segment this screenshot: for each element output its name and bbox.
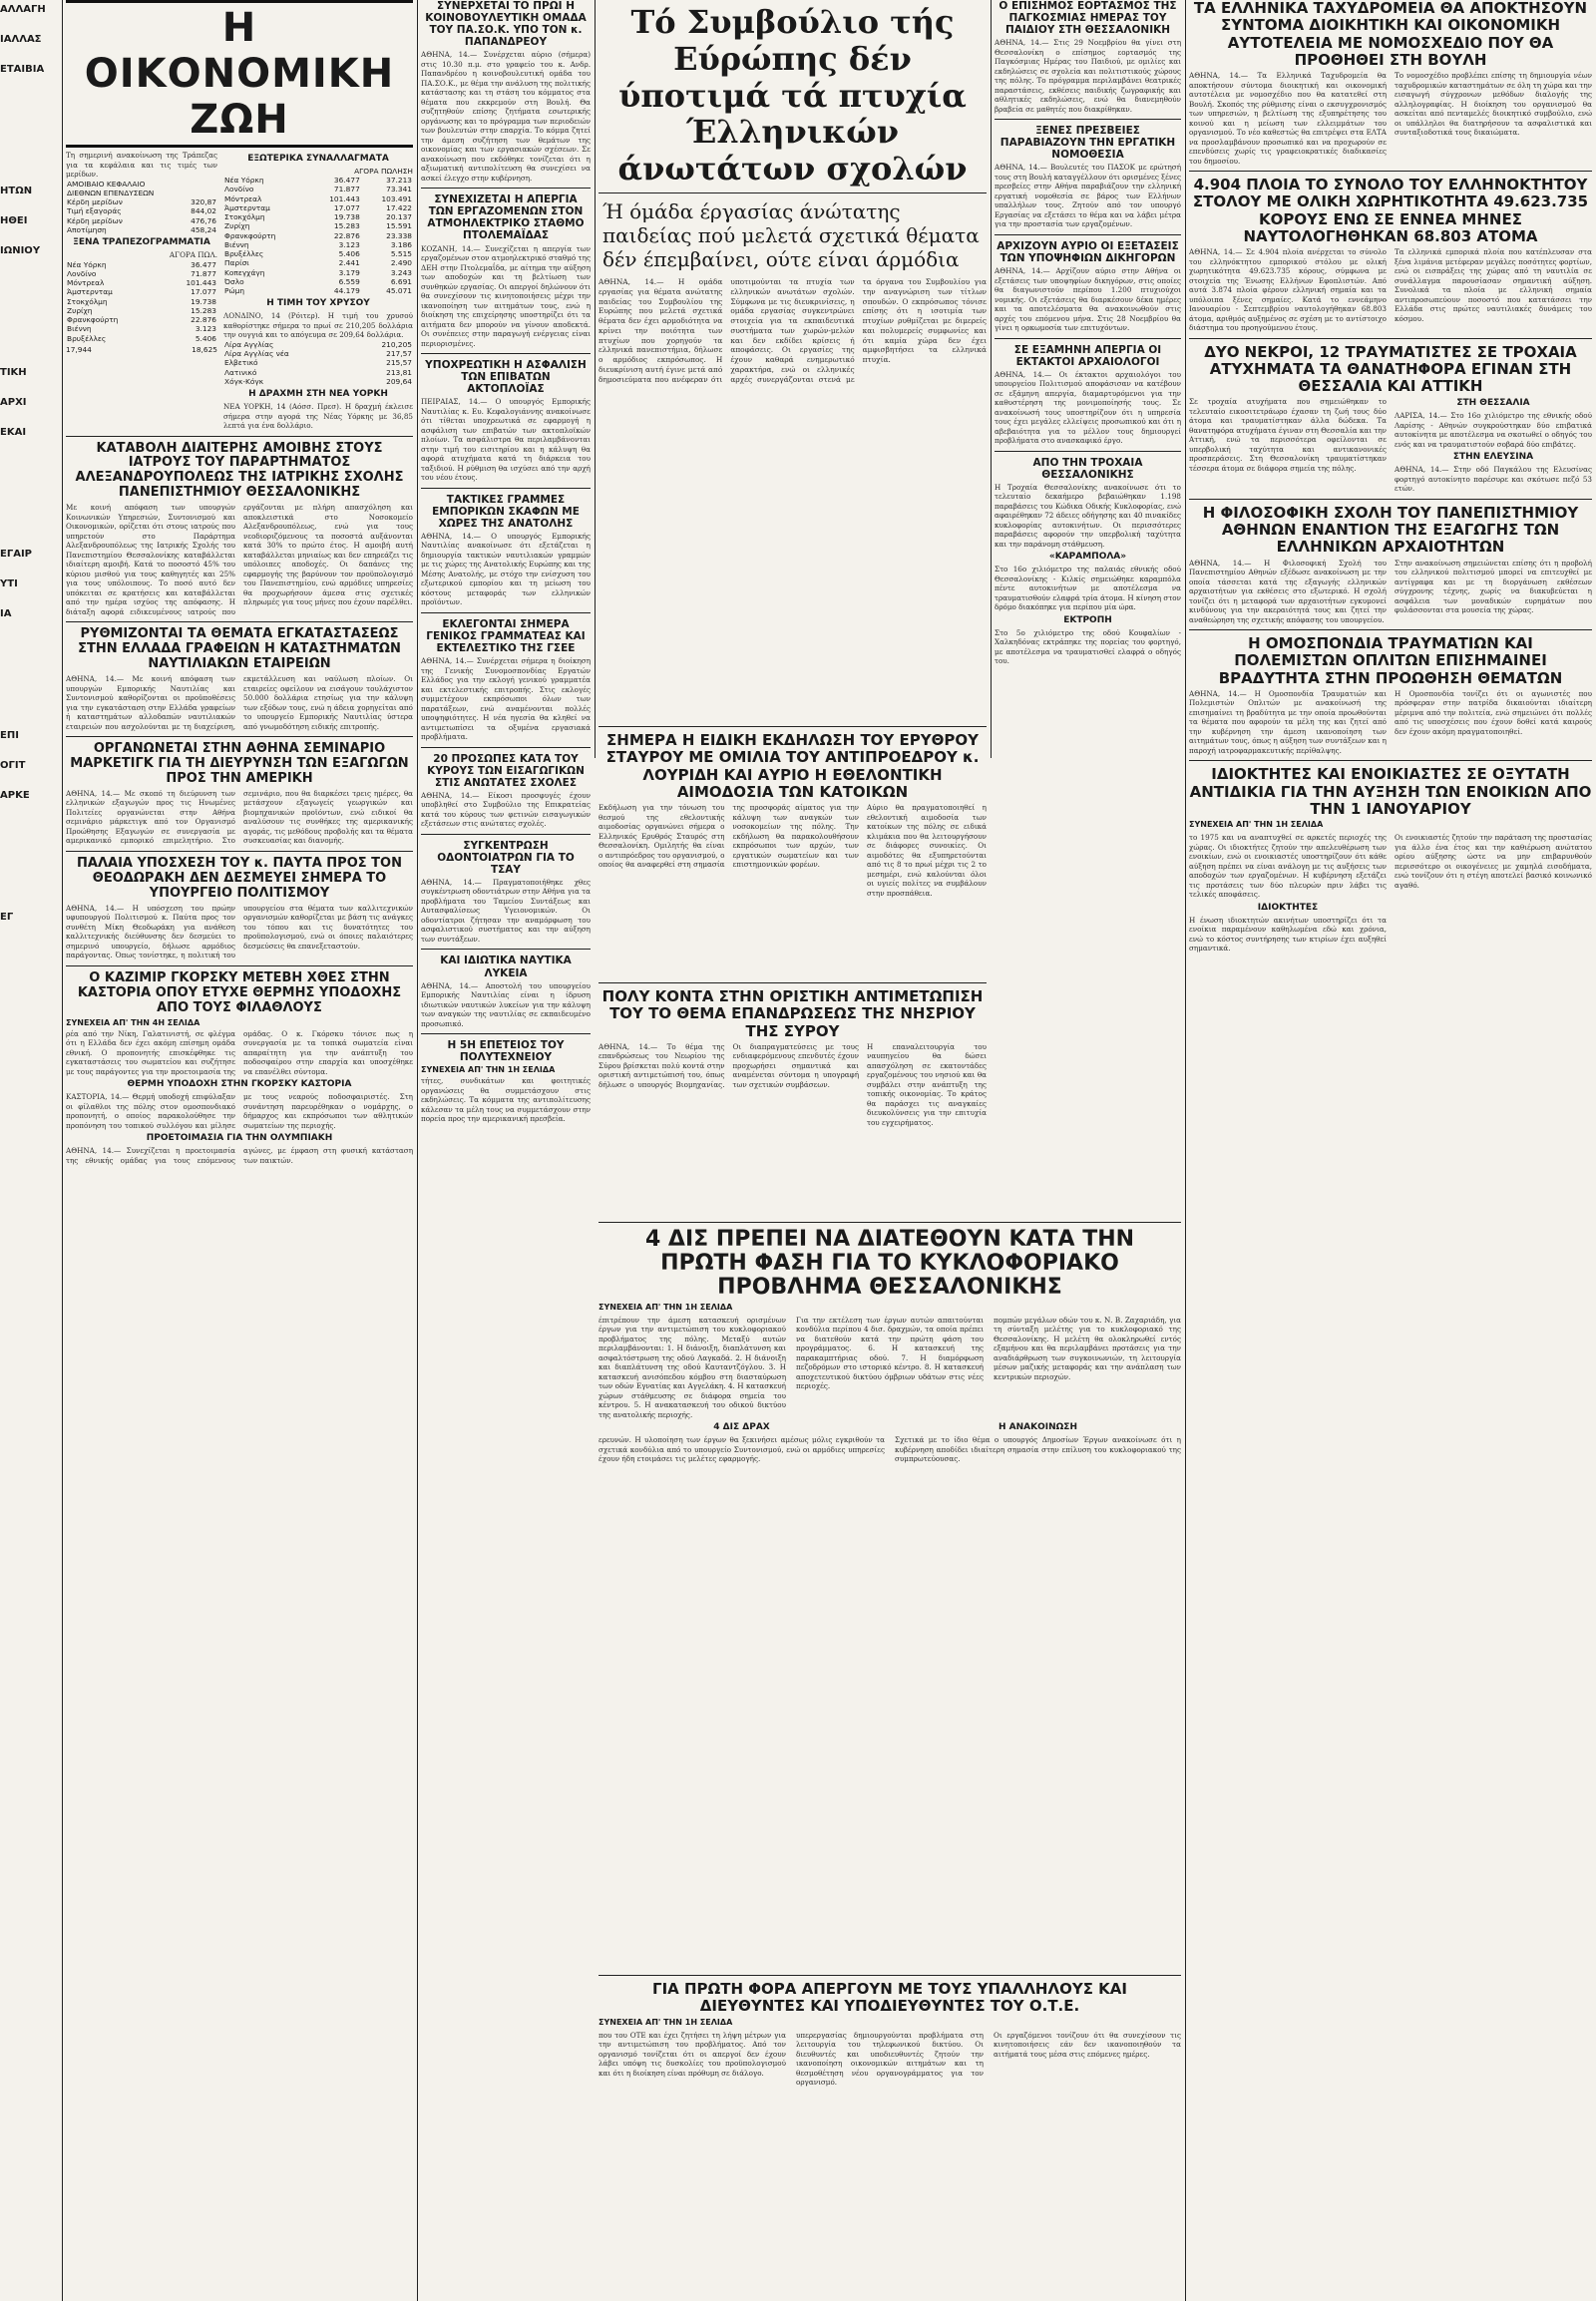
table-cell: Άμστερνταμ — [67, 287, 113, 297]
fx-row — [223, 194, 413, 203]
fx-columns: ΑΓΟΡΑ ΠΩΛΗΣΗ — [354, 167, 413, 176]
table-cell: Ρώμη — [224, 286, 245, 295]
table-cell: ΑΜΟΙΒΑΙΟ ΚΕΦΑΛΑΙΟ — [67, 179, 146, 189]
table-cell: 37.213 — [386, 176, 412, 185]
table-cell: 2.490 — [390, 258, 412, 268]
article-headline: 20 ΠΡΟΣΩΠΕΣ ΚΑΤΑ ΤΟΥ ΚΥΡΟΥΣ ΤΩΝ ΕΙΣΑΓΩΓΙΚΩΝ ΣΤΙΣ ΑΝΩΤΑΤΕΣ ΣΧΟΛΕΣ — [427, 752, 585, 789]
table-cell: Μόντρεαλ — [224, 193, 262, 203]
dollar-header: Η ΔΡΑΧΜΗ ΣΤΗ ΝΕΑ ΥΟΡΚΗ — [248, 389, 388, 399]
section-masthead: Η ΟΙΚΟΝΟΜΙΚΗ ΖΩΗ — [66, 0, 413, 148]
continuation-label: ΣΥΝΕΧΕΙΑ ΑΠ' ΤΗΝ 1Η ΣΕΛΙΔΑ — [1189, 820, 1324, 829]
table-cell — [182, 180, 217, 189]
gold-header: Η ΤΙΜΗ ΤΟΥ ΧΡΥΣΟΥ — [266, 298, 370, 309]
edge-fragment: ΕΚΑΙ — [0, 427, 27, 438]
table-cell: Όσλο — [224, 276, 244, 286]
article-body: ΑΘΗΝΑ, 14.— Βουλευτές του ΠΑΣΟΚ με ερώτησή τους στη Βουλή καταγγέλλουν ότι ορισμένες ξένες πρεσβείες στην Αθήνα παραβιάζουν την ελληνική εργατική νομοθεσία σε βάρος των Ελλήνων υπαλλήλων τους. Ζητούν από τον υπουργό Εργασίας να εξετάσει το θέμα και να λάβει μέτρα για την προστασία των εργαζομένων. — [995, 163, 1181, 229]
article-subhead: Η ΑΝΑΚΟΙΝΩΣΗ — [998, 1422, 1077, 1433]
table-cell: Φρανκφούρτη — [67, 315, 119, 324]
table-cell: Ζυρίχη — [67, 305, 93, 315]
article-body: Σε τροχαία ατυχήματα που σημειώθηκαν το τελευταίο εικοσιτετράωρο έχασαν τη ζωή τους δύο άτομα και τραυματίστηκαν άλλα δώδεκα. Τα θανατηφόρα ατυχήματα έγιναν στη Θεσσαλία και την Αττική, ενώ τα περισσότερα οφείλονται σε υπερβολική ταχύτητα και αντικανονικές προσπεράσεις. Στη Θεσσαλονίκη τραυματίστηκαν τέσσερα άτομα σε διάφορα σημεία της πόλης. — [1189, 397, 1387, 473]
article-headline: ΞΕΝΕΣ ΠΡΕΣΒΕΙΕΣ ΠΑΡΑΒΙΑΖΟΥΝ ΤΗΝ ΕΡΓΑΤΙΚΗ ΝΟΜΟΘΕΣΙΑ — [999, 125, 1176, 162]
article-body: Εκδήλωση για την τόνωση του θεσμού της εθελοντικής αιμοδοσίας οργανώνει σήμερα ο Ελληνικός Ερυθρός Σταυρός στη Θεσσαλονίκη. Ομιλητής θα είναι ο αντιπρόεδρος του οργανισμού, ο οποίος θα αναφερθεί στη σημασία της προσφοράς αίματος για την κάλυψη των αναγκών των νοσοκομείων της πόλης. Την εκδήλωση θα παρακολουθήσουν εκπρόσωποι των αρχών, των εργατικών σωματείων και των επιστημονικών φορέων. — [598, 803, 859, 869]
banknotes-header: ΞΕΝΑ ΤΡΑΠΕΖΟΓΡΑΜΜΑΤΙΑ — [73, 237, 210, 247]
article-body: ΑΘΗΝΑ, 14.— Η Φιλοσοφική Σχολή του Πανεπιστημίου Αθηνών εξέδωσε ανακοίνωση με την οποία τάσσεται κατά της εξαγωγής ελληνικών αρχαιοτήτων για εκθέσεις στο εξωτερικό. Η σχολή τονίζει ότι η μεταφορά των αρχαιοτήτων εγκυμονεί κινδύνους για την ακεραιότητά τους και ζητεί την αναθεώρηση της σχετικής απόφασης του υπουργείου. — [1189, 558, 1387, 624]
article-body: ερευνών. Η υλοποίηση των έργων θα ξεκινήσει αμέσως μόλις εγκριθούν τα σχετικά κονδύλια από το υπουργείο Συντονισμού, ενώ οι αρμόδιες υπηρεσίες έχουν ήδη ετοιμάσει τις μελέτες εφαρμογής. — [598, 1435, 885, 1464]
article-headline: Ο ΚΑΖΙΜΙΡ ΓΚΟΡΣΚΥ ΜΕΤΕΒΗ ΧΘΕΣ ΣΤΗΝ ΚΑΣΤΟΡΙΑ ΟΠΟΥ ΕΤΥΧΕ ΘΕΡΜΗΣ ΥΠΟΔΟΧΗΣ ΑΠΟ ΤΟΥΣ ΦΙΛΑΘΛΟΥΣ — [77, 969, 402, 1015]
article-headline: ΟΡΓΑΝΩΝΕΤΑΙ ΣΤΗΝ ΑΘΗΝΑ ΣΕΜΙΝΑΡΙΟ ΜΑΡΚΕΤΙΓΚ ΓΙΑ ΤΗ ΔΙΕΥΡΥΝΣΗ ΤΩΝ ΕΞΑΓΩΓΩΝ ΠΡΟΣ ΤΗΝ ΑΜΕΡΙΚΗ — [70, 741, 409, 786]
fx-row — [223, 185, 413, 193]
article-body: ΑΘΗΝΑ, 14.— Αρχίζουν αύριο στην Αθήνα οι εξετάσεις των υποψηφίων δικηγόρων, στις οποίες θα διαγωνιστούν περίπου 1.200 πτυχιούχοι νομικής. Οι εξετάσεις θα διαρκέσουν δέκα ημέρες και τα αποτελέσματα θα ανακοινωθούν στις αρχές του επόμενου μήνα. Στις 28 Νοεμβρίου θα γίνει η ορκωμοσία των επιτυχόντων. — [995, 266, 1181, 332]
left-edge-fragments — [0, 0, 60, 2301]
table-cell: 3.123 — [338, 239, 360, 249]
banknotes-table — [66, 260, 217, 343]
article-headline: ΣΗΜΕΡΑ Η ΕΙΔΙΚΗ ΕΚΔΗΛΩΣΗ ΤΟΥ ΕΡΥΘΡΟΥ ΣΤΑΥΡΟΥ ΜΕ ΟΜΙΛΙΑ ΤΟΥ ΑΝΤΙΠΡΟΕΔΡΟΥ κ. ΛΟΥΡΙΔΗ ΚΑΙ ΑΥΡΙΟ Η ΕΘΕΛΟΝΤΙΚΗ ΑΙΜΟΔΟΣΙΑ ΤΩΝ ΚΑΤΟΙΚΩΝ — [605, 731, 980, 801]
article-headline: Η 5Η ΕΠΕΤΕΙΟΣ ΤΟΥ ΠΟΛΥΤΕΧΝΕΙΟΥ — [447, 1039, 565, 1064]
article-body: ΑΘΗΝΑ, 14.— Πραγματοποιήθηκε χθες συγκέντρωση οδοντιάτρων στην Αθήνα για τα προβλήματα του Ταμείου Συντάξεως και Αυτασφαλίσεως Υγειονομικών. Οι οδοντίατροι ζήτησαν την αναμόρφωση του ασφαλιστικού συστήματος και την αύξηση των συντάξεων. — [421, 877, 591, 944]
table-cell: Νέα Υόρκη — [224, 176, 264, 185]
table-cell: 3.186 — [390, 239, 412, 249]
fx-header: ΕΞΩΤΕΡΙΚΑ ΣΥΝΑΛΛΑΓΜΑΤΑ — [247, 154, 389, 164]
fund-box — [66, 151, 217, 431]
table-cell: Λίρα Αγγλίας — [224, 339, 274, 349]
article-headline: ΑΡΧΙΖΟΥΝ ΑΥΡΙΟ ΟΙ ΕΞΕΤΑΣΕΙΣ ΤΩΝ ΥΠΟΨΗΦΙΩΝ ΔΙΚΗΓΟΡΩΝ — [997, 239, 1179, 264]
table-cell: Αποτίμηση — [67, 224, 107, 234]
table-cell: 73.341 — [386, 185, 412, 194]
article-headline: ΠΑΛΑΙΑ ΥΠΟΣΧΕΣΗ ΤΟΥ κ. ΠΑΥΤΑ ΠΡΟΣ ΤΟΝ ΘΕΟΔΩΡΑΚΗ ΔΕΝ ΔΕΣΜΕΥΕΙ ΣΗΜΕΡΑ ΤΟ ΥΠΟΥΡΓΕΙΟ ΠΟΛΙΤΙΣΜΟΥ — [77, 855, 402, 901]
column-rule — [62, 0, 63, 2301]
article-body: Αύριο θα πραγματοποιηθεί η εθελοντική αιμοδοσία των κατοίκων της πόλης σε ειδικά κλιμάκια που θα λειτουργήσουν σε διάφορες συνοικίες. Οι αιμοδότες θα εξυπηρετούνται από τις 8 το πρωί μέχρι τις 2 το μεσημέρι, ενώ καλούνται όλοι οι υγιείς πολίτες να συμβάλουν στην προσπάθεια. — [867, 803, 987, 898]
table-cell: 23.338 — [386, 230, 412, 240]
banknote-row — [66, 334, 217, 343]
table-cell: Λονδίνο — [67, 268, 97, 278]
edge-fragment: ΑΛΛΑΓΗ — [0, 4, 46, 15]
article-body: ΑΘΗΝΑ, 14.— Με κοινή απόφαση των υπουργών Εμπορικής Ναυτιλίας και Συντονισμού καθορίζονται οι προϋποθέσεις για την εγκατάσταση στην Ελλάδα γραφείων ή καταστημάτων αλλοδαπών ναυτιλιακών εταιρειών που ασχολούνται με τη διαχείριση, εκμετάλλευση και ναύλωση πλοίων. Οι εταιρείες οφείλουν να εισάγουν τουλάχιστον 50.000 δολλάρια ετησίως για την κάλυψη των εξόδων τους, ενώ η άδεια χορηγείται από το υπουργείο Εμπορικής Ναυτιλίας ύστερα από γνωμοδότηση ειδικής επιτροπής. — [66, 674, 413, 731]
table-cell: Τιμή εξαγοράς — [67, 206, 122, 216]
article-body: Για την εκτέλεση των έργων αυτών απαιτούνται κονδύλια περίπου 4 δισ. δραχμών, τα οποία πρέπει να διατεθούν κατά την πρώτη φάση του προγράμματος. 6. Η κατασκευή της παρακαμπτήριας οδού. 7. Η διαμόρφωση πεζοδρόμων στο ιστορικό κέντρο. 8. Η κατασκευή αποχετευτικού δικτύου όμβριων υδάτων στις νέες περιοχές. — [796, 1315, 984, 1391]
article-body: Οι εργαζόμενοι τονίζουν ότι θα συνεχίσουν τις κινητοποιήσεις εάν δεν ικανοποιηθούν τα αιτήματά τους μέσα στις επόμενες ημέρες. — [994, 2030, 1181, 2059]
article-body: Οι ενοικιαστές ζητούν την παράταση της προστασίας για άλλο ένα έτος και την καθιέρωση ανώτατου ορίου αύξησης ώστε να μην επιβαρυνθούν περισσότερο οι οικογένειες με χαμηλά εισοδήματα, ενώ τονίζουν ότι η στέγη αποτελεί βασικό κοινωνικό αγαθό. — [1395, 833, 1592, 890]
edge-fragment: ΥΤΙ — [0, 578, 18, 589]
article-headline: ΙΔΙΟΚΤΗΤΕΣ ΚΑΙ ΕΝΟΙΚΙΑΣΤΕΣ ΣΕ ΟΞΥΤΑΤΗ ΑΝΤΙΔΙΚΙΑ ΓΙΑ ΤΗΝ ΑΥΞΗΣΗ ΤΩΝ ΕΝΟΙΚΙΩΝ ΑΠΟ ΤΗΝ 1 ΙΑΝΟΥΑΡΙΟΥ — [1189, 765, 1592, 818]
article-subhead: ΣΤΗ ΘΕΣΣΑΛΙΑ — [1456, 398, 1530, 409]
table-cell: Λίρα Αγγλίας νέα — [224, 349, 289, 358]
edge-fragment: ΙΑΛΛΑΣ — [0, 34, 42, 45]
column-rule — [417, 0, 418, 2301]
table-cell: 215,57 — [386, 358, 412, 368]
gold-table — [223, 340, 413, 386]
table-cell: Ελβετικό — [224, 358, 258, 368]
table-cell: Κέρδη μερίδων — [67, 197, 123, 206]
fx-row — [223, 277, 413, 286]
table-cell: 213,81 — [386, 367, 412, 377]
article-subhead: «ΚΑΡΑΜΠΟΛΑ» — [1048, 552, 1127, 563]
table-cell: 103.491 — [381, 193, 412, 203]
article-body: Στην ανακοίνωση σημειώνεται επίσης ότι η προβολή του ελληνικού πολιτισμού μπορεί να επιτευχθεί με αντίγραφα και με τη διοργάνωση εκθέσεων σύγχρονης τέχνης, χωρίς να διακυβεύεται η ασφάλεια των μοναδικών ευρημάτων που φυλάσσονται στα μουσεία της χώρας. — [1395, 558, 1592, 614]
table-cell: Μόντρεαλ — [67, 278, 105, 287]
edge-fragment: ΤΙΚΗ — [0, 367, 27, 378]
banknote-row — [66, 260, 217, 269]
edge-fragment: ΙΩΝΙΟΥ — [0, 245, 41, 256]
table-cell: Λατινικό — [224, 367, 257, 377]
article-subhead: ΕΚΤΡΟΠΗ — [1063, 614, 1112, 625]
article-headline: ΔΥΟ ΝΕΚΡΟΙ, 12 ΤΡΑΥΜΑΤΙΣΤΕΣ ΣΕ ΤΡΟΧΑΙΑ ΑΤΥΧΗΜΑΤΑ ΤΑ ΘΑΝΑΤΗΦΟΡΑ ΕΓΙΝΑΝ ΣΤΗ ΘΕΣΣΑΛΙΑ ΚΑΙ ΑΤΤΙΚΗ — [1204, 342, 1577, 395]
table-cell: 19.738 — [191, 296, 216, 306]
article-subhead: ΙΔΙΟΚΤΗΤΕΣ — [1257, 902, 1319, 913]
table-cell: 844,02 — [191, 206, 216, 216]
table-cell: 5.406 — [195, 333, 216, 343]
bottom-figures: 17,944 18,625 — [66, 344, 217, 354]
lead-body: ΑΘΗΝΑ, 14.— Η ομάδα εργασίας για θέματα ανώτατης παιδείας του Συμβουλίου της Ευρώπης που μελετά σχετικά θέματα δεν έχει αρμοδιότητα να κρίνει την ποιότητα των πτυχίων που χορηγούν τα ελληνικά πανεπιστήμια, δήλωσε ο αρμόδιος εκπρόσωπος. Η διευκρίνιση αυτή έγινε μετά από δημοσιεύματα που ανέφεραν ότι υποτιμούνται τα πτυχία των ελληνικών ανωτάτων σχολών. Σύμφωνα με τις διευκρινίσεις, η ομάδα εργασίας συγκεντρώνει στοιχεία για τα εκπαιδευτικά συστήματα των χωρών-μελών και δεν εκδίδει κρίσεις ή αποφάσεις. Οι εργασίες της έχουν καθαρά ενημερωτικό χαρακτήρα, ενώ οι ελληνικές αρχές συνεργάζονται στενά με τα όργανα του Συμβουλίου για την αναγνώριση των τίτλων σπουδών. Ο εκπρόσωπος τόνισε επίσης ότι η ισοτιμία των πτυχίων ρυθμίζεται με διμερείς και πολυμερείς συμφωνίες και ότι καμία χώρα δεν έχει αμφισβητήσει τα ελληνικά πτυχία. — [598, 276, 987, 384]
table-cell: 36.477 — [191, 259, 216, 269]
article-headline: ΑΠΟ ΤΗΝ ΤΡΟΧΑΙΑ ΘΕΣΣΑΛΟΝΙΚΗΣ — [1032, 456, 1143, 481]
fund-row — [66, 206, 217, 215]
edge-fragment: ΙΑ — [0, 608, 12, 619]
lead-headline: Τό Συμβούλιο τής Εύρώπης δέν ύποτιμά τά πτυχία Έλληνικών άνωτάτων σχολών — [617, 3, 968, 189]
table-cell: 20.137 — [386, 212, 412, 221]
edge-fragment: ΕΓΑΙΡ — [0, 549, 32, 560]
table-cell: 101.443 — [329, 193, 360, 203]
fx-table — [223, 176, 413, 295]
table-cell: 45.071 — [386, 286, 412, 295]
banknote-row — [66, 315, 217, 324]
article-headline: Ο ΕΠΙΣΗΜΟΣ ΕΟΡΤΑΣΜΟΣ ΤΗΣ ΠΑΓΚΟΣΜΙΑΣ ΗΜΕΡΑΣ ΤΟΥ ΠΑΙΔΙΟΥ ΣΤΗ ΘΕΣΣΑΛΟΝΙΚΗ — [998, 0, 1177, 37]
table-cell: Στοκχόλμη — [67, 296, 108, 306]
table-cell: 15.283 — [333, 221, 360, 231]
fund-row — [66, 216, 217, 225]
edge-fragment: ΕΤΑΙΒΙΑ — [0, 64, 45, 75]
article-body: Η Ομοσπονδία τονίζει ότι οι αγωνιστές που πρόσφεραν στην πατρίδα δικαιούνται ιδιαίτερη μέριμνα από την πολιτεία, ενώ σημειώνει ότι πολλές από τις υποσχέσεις που έχουν δοθεί κατά καιρούς δεν έχουν ακόμη πραγματοποιηθεί. — [1395, 688, 1592, 736]
table-cell: 2.441 — [338, 258, 360, 268]
table-cell: 22.876 — [191, 315, 216, 324]
edge-fragment: ΟΓΙΤ — [0, 760, 26, 771]
red-cross-story — [598, 726, 987, 985]
edge-fragment: ΕΠΙ — [0, 730, 19, 741]
column-rule — [595, 0, 596, 758]
table-cell: 6.559 — [338, 276, 360, 286]
table-cell: Χόγκ-Κόγκ — [224, 376, 264, 386]
table-cell: 36.477 — [333, 176, 360, 185]
article-body: Στο 5ο χιλιόμετρο της οδού Κουφαλίων - Χαλκηδόνας εκτράπηκε της πορείας του φορτηγό, με αποτέλεσμα να τραυματισθεί ελαφρά ο οδηγός του. — [995, 627, 1181, 666]
table-cell: 71.877 — [333, 185, 360, 194]
article-body: ΚΟΖΑΝΗ, 14.— Συνεχίζεται η απεργία των εργαζομένων στον ατμοηλεκτρικό σταθμό της ΔΕΗ στην Πτολεμαΐδα, με αίτημα την αύξηση των αποδοχών και τη βελτίωση των συνθηκών εργασίας. Οι απεργοί δηλώνουν ότι θα συνεχίσουν τις κινητοποιήσεις μέχρι την ικανοποίηση των αιτημάτων τους, ενώ η διοίκηση της επιχείρησης υποστηρίζει ότι τα αιτήματα δεν μπορούν να γίνουν αποδεκτά. Οι συνέπειες στην παραγωγή ενέργειας είναι περιορισμένες. — [421, 243, 591, 348]
fund-table — [66, 180, 217, 235]
fx-row — [223, 258, 413, 267]
table-cell: 5.406 — [338, 249, 360, 258]
table-cell: Κέρδη μερίδων — [67, 215, 123, 225]
banknote-row — [66, 306, 217, 315]
syros-story — [598, 982, 987, 1217]
article-headline: ΤΑΚΤΙΚΕΣ ΓΡΑΜΜΕΣ ΕΜΠΟΡΙΚΩΝ ΣΚΑΦΩΝ ΜΕ ΧΩΡΕΣ ΤΗΣ ΑΝΑΤΟΛΗΣ — [432, 493, 580, 530]
article-subhead: ΘΕΡΜΗ ΥΠΟΔΟΧΗ ΣΤΗΝ ΓΚΟΡΣΚΥ ΚΑΣΤΟΡΙΑ — [127, 1079, 352, 1089]
article-subhead: ΣΤΗΝ ΕΛΕΥΣΙΝΑ — [1452, 452, 1534, 463]
article-body: Τα ελληνικά εμπορικά πλοία που κατέπλευσαν στα ξένα λιμάνια μετέφεραν μεγάλες ποσότητες φορτίων, ενώ οι εισπράξεις της χώρας από τη ναυτιλία σε συνάλλαγμα παρουσίασαν σημαντική αύξηση. Συνολικά τα πλοία με ελληνική σημαία αντιπροσωπεύουν ποσοστό που κατατάσσει την Ελλάδα στις πρώτες ναυτιλιακές δυνάμεις του κόσμου. — [1395, 247, 1592, 323]
article-body: ΑΘΗΝΑ, 14.— Συνέρχεται σήμερα η διοίκηση της Γενικής Συνομοσπονδίας Εργατών Ελλάδος για την εκλογή γενικού γραμματέα και εκτελεστικής επιτροπής. Στις εκλογές συμμετέχουν εκπρόσωποι όλων των παρατάξεων, ενώ αναμένονται πολλές υποψηφιότητες. Η νέα ηγεσία θα κληθεί να αντιμετωπίσει τα οξυμένα εργασιακά προβλήματα. — [421, 656, 591, 742]
article-body: ΑΘΗΝΑ, 14.— Αποστολή του υπουργείου Εμπορικής Ναυτιλίας είναι η ίδρυση ιδιωτικών ναυτικών λυκείων για την κάλυψη των αναγκών της ναυτιλίας σε εκπαιδευμένο προσωπικό. — [421, 980, 591, 1028]
table-cell: Λονδίνο — [224, 185, 254, 194]
article-headline: ΤΑ ΕΛΛΗΝΙΚΑ ΤΑΧΥΔΡΟΜΕΙΑ ΘΑ ΑΠΟΚΤΗΣΟΥΝ ΣΥΝΤΟΜΑ ΔΙΟΙΚΗΤΙΚΗ ΚΑΙ ΟΙΚΟΝΟΜΙΚΗ ΑΥΤΟΤΕΛΕΙΑ ΜΕ ΝΟΜΟΣΧΕΔΙΟ ΠΟΥ ΘΑ ΠΡΟΘΗΘΕΙ ΣΤΗ ΒΟΥΛΗ — [1193, 0, 1588, 69]
table-cell: 3.243 — [390, 267, 412, 277]
fx-row — [223, 286, 413, 295]
column-news-2 — [421, 0, 591, 2301]
article-body: ΚΑΣΤΟΡΙΑ, 14.— Θερμή υποδοχή επιφύλαξαν οι φίλαθλοι της πόλης στον ομοσπονδιακό προπονητή, ο οποίος παρακολούθησε την προπόνηση του τοπικού συλλόγου και μίλησε με τους νεαρούς ποδοσφαιριστές. Στη συνάντηση παρευρέθηκαν ο νομάρχης, ο δήμαρχος και εκπρόσωποι των αθλητικών σωματείων της περιοχής. — [66, 1092, 413, 1130]
article-body: τήτες, συνδικάτων και φοιτητικές οργανώσεις θα συμμετάσχουν στις εκδηλώσεις. Τα κόμματα της αντιπολίτευσης κάλεσαν τα μέλη τους να συμμετάσχουν στην πορεία προς την αμερικανική πρεσβεία. — [421, 1076, 591, 1124]
table-cell: 209,64 — [386, 376, 412, 386]
gold-row — [223, 377, 413, 386]
fund-row — [66, 180, 217, 189]
table-cell: Άμστερνταμ — [224, 202, 270, 212]
article-body: έπιτρέπουν την άμεση κατασκευή ορισμένων έργων για την αντιμετώπιση του κυκλοφοριακού προβλήματος της πόλης. Μεταξύ αυτών περιλαμβάνονται: 1. Η διάνοιξη, διαπλάτυνση και ασφαλτόστρωση της οδού Λαγκαδά. 2. Η διάνοιξη και διαπλάτυνση της οδού Καυταντζόγλου. 3. Η κατασκευή ανισόπεδου κόμβου στη διασταύρωση των οδών Εγνατίας και Αγγελάκη. 4. Η κατασκευή χώρων στάθμευσης σε διάφορα σημεία του κέντρου. 5. Η ανακατασκευή του οδικού δικτύου της ανατολικής περιοχής. — [598, 1315, 786, 1419]
fund-row — [66, 197, 217, 206]
table-cell: Βιέννη — [224, 239, 249, 249]
fx-row — [223, 240, 413, 249]
ote-story — [598, 1975, 1181, 2301]
table-cell: 19.738 — [333, 212, 360, 221]
article-headline: ΣΥΝΕΧΙΖΕΤΑΙ Η ΑΠΕΡΓΙΑ ΤΩΝ ΕΡΓΑΖΟΜΕΝΩΝ ΣΤΟΝ ΑΤΜΟΗΛΕΚΤΡΙΚΟ ΣΤΑΘΜΟ ΠΤΟΛΕΜΑΪΔΑΣ — [427, 193, 585, 242]
fx-row — [223, 231, 413, 240]
column-news-5 — [1189, 0, 1592, 2301]
table-cell: 17.077 — [191, 287, 216, 297]
article-headline: ΥΠΟΧΡΕΩΤΙΚΗ Η ΑΣΦΑΛΙΣΗ ΤΩΝ ΕΠΙΒΑΤΩΝ ΑΚΤΟΠΛΟΪΑΣ — [425, 359, 587, 396]
table-cell: 210,205 — [381, 339, 412, 349]
table-cell: 15.283 — [191, 305, 216, 315]
table-cell: 71.877 — [191, 268, 216, 278]
table-cell: 101.443 — [186, 278, 216, 287]
table-cell: Βιέννη — [67, 324, 92, 334]
traffic-story — [598, 1222, 1181, 1970]
fx-row — [223, 176, 413, 185]
article-body: Το νομοσχέδιο προβλέπει επίσης τη δημιουργία νέων ταχυδρομικών καταστημάτων σε όλη τη χώρα και την εισαγωγή σύγχρονων μεθόδων διαλογής της αλληλογραφίας. Η διοίκηση του οργανισμού θα ασκείται από πενταμελές διοικητικό συμβούλιο, ενώ οι υπάλληλοι θα διατηρήσουν τα ασφαλιστικά και συνταξιοδοτικά τους δικαιώματα. — [1395, 71, 1592, 137]
article-body: ΑΘΗΝΑ, 14.— Ο υπουργός Εμπορικής Ναυτιλίας ανακοίνωσε ότι εξετάζεται η δημιουργία τακτικών ναυτιλιακών γραμμών με τις χώρες της Ανατολικής Ευρώπης και της Μέσης Ανατολής, με στόχο την ενίσχυση του εξωτερικού εμπορίου και τη μείωση του κόστους μεταφοράς των ελληνικών προϊόντων. — [421, 531, 591, 607]
article-body: το 1975 και να αναπτυχθεί σε αρκετές περιοχές της χώρας. Οι ιδιοκτήτες ζητούν την απελευθέρωση των ενοικίων, ενώ οι ενοικιαστές υποστηρίζουν ότι κάθε αύξηση πρέπει να είναι ανάλογη με τις αυξήσεις των αποδοχών των εργαζομένων. Η κυβέρνηση εξετάζει τις προτάσεις των δύο πλευρών πριν λάβει τις τελικές αποφάσεις. — [1189, 833, 1387, 899]
article-body: ΑΘΗΝΑ, 14.— Συνεχίζεται η προετοιμασία της εθνικής ομάδας για τους επόμενους αγώνες, με έμφαση στη φυσική κατάσταση των παικτών. — [66, 1146, 413, 1165]
gold-row — [223, 368, 413, 377]
column-rule — [991, 0, 992, 758]
article-subhead: ΠΡΟΕΤΟΙΜΑΣΙΑ ΓΙΑ ΤΗΝ ΟΛΥΜΠΙΑΚΗ — [146, 1133, 333, 1143]
fx-row — [223, 212, 413, 221]
table-cell: 17.422 — [386, 202, 412, 212]
table-cell: 458,24 — [191, 224, 216, 234]
banknote-row — [66, 278, 217, 287]
table-cell: 3.179 — [338, 267, 360, 277]
fund-intro: Τη σημερινή ανακοίνωση της Τράπεζας για τα κεφάλαια και τις τιμές των μερίδων. — [66, 151, 217, 179]
fund-row — [66, 189, 217, 197]
article-body: ΑΘΗΝΑ, 14.— Με σκοπό τη διεύρυνση των ελληνικών εξαγωγών προς τις Ηνωμένες Πολιτείες οργανώνεται στην Αθήνα σεμινάριο μάρκετιγκ από τον Οργανισμό Προώθησης Εξαγωγών σε συνεργασία με αμερικανικό εμπορικό επιμελητήριο. Στο σεμινάριο, που θα διαρκέσει τρεις ημέρες, θα μετάσχουν εξαγωγείς γεωργικών και βιομηχανικών προϊόντων, ενώ ειδικοί θα αναλύσουν τις συνθήκες της αμερικανικής αγοράς, τις μεθόδους προβολής και τα θέματα συσκευασίας και διανομής. — [66, 788, 413, 846]
table-cell: 5.515 — [390, 249, 412, 258]
table-cell: 217,57 — [386, 349, 412, 358]
column-rule — [1185, 0, 1186, 2301]
article-headline: ΣΥΓΚΕΝΤΡΩΣΗ ΟΔΟΝΤΟΙΑΤΡΩΝ ΓΙΑ ΤΟ ΤΣΑΥ — [437, 839, 575, 876]
fx-row — [223, 203, 413, 212]
article-body: ΑΘΗΝΑ, 14.— Τα Ελληνικά Ταχυδρομεία θα αποκτήσουν σύντομα διοικητική και οικονομική αυτοτέλεια με νομοσχέδιο που θα κατατεθεί στη Βουλή. Σκοπός της ρύθμισης είναι ο εκσυγχρονισμός των υπηρεσιών, η βελτίωση της εξυπηρέτησης του κοινού και η μείωση των ελλειμμάτων του οργανισμού. Το νέο καθεστώς θα επιτρέψει στα ΕΛΤΑ να προσλαμβάνουν προσωπικό και να προχωρούν σε επενδύσεις χωρίς τις γραφειοκρατικές διαδικασίες του δημοσίου. — [1189, 71, 1387, 166]
dollar-body: ΝΕΑ ΥΟΡΚΗ, 14 (Αόσσ. Πρεσ). Η δραχμή έκλεισε σήμερα στην αγορά της Νέας Υόρκης με 36,85 λεπτά για ένα δολλάριο. — [223, 402, 413, 430]
article-headline: ΚΑΤΑΒΟΛΗ ΔΙΑΙΤΕΡΗΣ ΑΜΟΙΒΗΣ ΣΤΟΥΣ ΙΑΤΡΟΥΣ ΤΟΥ ΠΑΡΑΡΤΗΜΑΤΟΣ ΑΛΕΞΑΝΔΡΟΥΠΟΛΕΩΣ ΤΗΣ ΙΑΤΡΙΚΗΣ ΣΧΟΛΗΣ ΠΑΝΕΠΙΣΤΗΜΙΟΥ ΘΕΣΣΑΛΟΝΙΚΗΣ — [75, 440, 404, 501]
article-body: Με κοινή απόφαση των υπουργών Κοινωνικών Υπηρεσιών, Συντονισμού και Οικονομικών, ορίζεται ότι στους ιατρούς που υπηρετούν στο Παράρτημα Αλεξανδρουπόλεως της Ιατρικής Σχολής του Πανεπιστημίου Θεσσαλονίκης καταβάλλεται ιδιαίτερη αμοιβή. Κατά το ποσοστό 45% του κύριου μισθού για τους καθηγητές και 25% για τους υπόλοιπους. Το ποσό αυτό δεν υπόκειται σε κρατήσεις και καταβάλλεται από την ημέρα ισχύος της απόφασης. Η διάταξη αφορά ειδικευμένους ιατρούς που εργάζονται με πλήρη απασχόληση και αποκλειστικά στο Νοσοκομείο Αλεξανδρουπόλεως, ενώ για τους νεοδιοριζόμενους τα ποσοστά αυξάνονται κατά 30% το πρώτο έτος. Η αμοιβή αυτή καταβάλλεται μηνιαίως και δεν επηρεάζει τις υπόλοιπες αποδοχές. Οι δαπάνες της εφαρμογής της βαρύνουν τον προϋπολογισμό του Πανεπιστημίου, ενώ αρμόδιες υπηρεσίες θα προχωρήσουν άμεσα στις σχετικές πληρωμές για τους μήνες που έχουν παρέλθει. — [66, 503, 413, 616]
article-headline: ΣΕ ΕΞΑΜΗΝΗ ΑΠΕΡΓΙΑ ΟΙ ΕΚΤΑΚΤΟΙ ΑΡΧΑΙΟΛΟΓΟΙ — [1013, 343, 1162, 368]
continuation-label: ΣΥΝΕΧΕΙΑ ΑΠ' ΤΗΝ 1Η ΣΕΛΙΔΑ — [421, 1065, 556, 1075]
fx-row — [223, 268, 413, 277]
table-cell: Ζυρίχη — [224, 221, 250, 231]
article-body: ΑΘΗΝΑ, 14.— Η υπόσχεση του πρώην υφυπουργού Πολιτισμού κ. Παύτα προς τον συνθέτη Μίκη Θεοδωράκη για ανάθεση καλλιτεχνικής διεύθυνσης δεν δεσμεύει το σημερινό υπουργείο, δήλωσε αρμόδιος παράγοντας. Όπως τονίστηκε, η πολιτική του υπουργείου στα θέματα των καλλιτεχνικών οργανισμών καθορίζεται με βάση τις ανάγκες του τόπου και τις δυνατότητες του προϋπολογισμού, ενώ οι όποιες παλαιότερες δεσμεύσεις θα επανεξεταστούν. — [66, 903, 413, 960]
article-headline: ΚΑΙ ΙΔΙΩΤΙΚΑ ΝΑΥΤΙΚΑ ΛΥΚΕΙΑ — [440, 955, 572, 979]
table-cell: 6.691 — [390, 276, 412, 286]
article-body: ΑΘΗΝΑ, 14.— Στην οδό Παγκάλου της Ελευσίνας φορτηγό αυτοκίνητο παρέσυρε και σκότωσε πεζό 53 ετών. — [1395, 465, 1592, 494]
table-cell: 44.179 — [333, 286, 360, 295]
banknote-row — [66, 324, 217, 333]
edge-fragment: ΗΤΩΝ — [0, 186, 33, 196]
table-cell: 22.876 — [333, 230, 360, 240]
continuation-label: ΣΥΝΕΧΕΙΑ ΑΠ' ΤΗΝ 4Η ΣΕΛΙΔΑ — [66, 1017, 200, 1027]
article-body: ρέα από την Νίκη, Γαλατινιστή, σε φλέγμα ότι η Ελλάδα δεν έχει ακόμη επίσημη ομάδα εθνική. Ο προπονητής επισκέφθηκε τις εγκαταστάσεις του σωματείου και συζήτησε με τους παράγοντες για την προετοιμασία της ομάδας. Ο κ. Γκόρσκυ τόνισε πως η συνεργασία με τα τοπικά σωματεία είναι απαραίτητη για την ανάπτυξη του ποδοσφαίρου στην επαρχία και υποσχέθηκε να επανέλθει σύντομα. — [66, 1028, 413, 1076]
table-cell: 476,76 — [191, 215, 216, 225]
continuation-label: ΣΥΝΕΧΕΙΑ ΑΠ' ΤΗΝ 1Η ΣΕΛΙΔΑ — [598, 2017, 733, 2027]
article-subhead: 4 ΔΙΣ ΔΡΑΧ — [713, 1422, 770, 1433]
edge-fragment: ΑΡΧΙ — [0, 397, 27, 408]
table-cell: 17.077 — [333, 202, 360, 212]
table-cell: Παρίσι — [224, 258, 249, 268]
article-body: Η ένωση ιδιοκτητών ακινήτων υποστηρίζει ότι τα ενοίκια παραμένουν καθηλωμένα εδώ και χρόνια, ενώ το κόστος συντήρησης των κτιρίων έχει αυξηθεί σημαντικά. — [1189, 915, 1387, 953]
article-headline: ΓΙΑ ΠΡΩΤΗ ΦΟΡΑ ΑΠΕΡΓΟΥΝ ΜΕ ΤΟΥΣ ΥΠΑΛΛΗΛΟΥΣ ΚΑΙ ΔΙΕΥΘΥΝΤΕΣ ΚΑΙ ΥΠΟΔΙΕΥΘΥΝΤΕΣ ΤΟΥ Ο.Τ.Ε. — [652, 1980, 1127, 2016]
table-cell: Βρυξέλλες — [67, 333, 107, 343]
gold-body: ΛΟΝΔΙΝΟ, 14 (Ρόιτερ). Η τιμή του χρυσού καθορίστηκε σήμερα το πρωί σε 210,205 δολλάρια την ουγγιά και το απόγευμα σε 209,64 δολλάρια. — [223, 311, 413, 340]
lead-story — [598, 0, 987, 519]
article-body: υπερεργασίας δημιουργούνται προβλήματα στη λειτουργία του τηλεφωνικού δικτύου. Οι διευθυντές και υποδιευθυντές ζητούν την ικανοποίηση οικονομικών αιτημάτων και τη θεσμοθέτηση νέου οργανογράμματος για τον οργανισμό. — [796, 2030, 984, 2087]
gold-row — [223, 349, 413, 358]
edge-fragment: ΕΓ — [0, 912, 14, 923]
traffic-headline: 4 ΔΙΣ ΠΡΕΠΕΙ ΝΑ ΔΙΑΤΕΘΟΥΝ ΚΑΤΑ ΤΗΝ ΠΡΩΤΗ ΦΑΣΗ ΓΙΑ ΤΟ ΚΥΚΛΟΦΟΡΙΑΚΟ ΠΡΟΒΛΗΜΑ ΘΕΣΣΑΛΟΝΙΚΗΣ — [644, 1227, 1135, 1301]
banknote-row — [66, 269, 217, 278]
gold-row — [223, 358, 413, 367]
article-body: πομπών μεγάλων οδών του κ. Ν. Β. Ζαχαριάδη, για τη σύνταξη μελέτης για το κυκλοφοριακό της Θεσσαλονίκης. Η μελέτη θα ολοκληρωθεί εντός εξαμήνου και θα περιλαμβάνει προτάσεις για την αναδιάρθρωση των συγκοινωνιών, τη λειτουργία μέσων μαζικής μεταφοράς και την ανάπλαση των κεντρικών περιοχών. — [994, 1315, 1181, 1381]
article-body: ΑΘΗΝΑ, 14.— Στις 29 Νοεμβρίου θα γίνει στη Θεσσαλονίκη ο επίσημος εορτασμός της Παγκόσμιας Ημέρας του Παιδιού, με ομιλίες και εκδηλώσεις σε σχολεία και πολιτιστικούς χώρους της πόλης. Το πρόγραμμα περιλαμβάνει θεατρικές παραστάσεις, εκθέσεις παιδικής ζωγραφικής και αθλητικές εκδηλώσεις, ενώ θα διανεμηθούν βραβεία σε μαθητές που διακρίθηκαν. — [995, 38, 1181, 114]
edge-fragment: ΑΡΚΕ — [0, 790, 30, 801]
fund-row — [66, 225, 217, 234]
article-headline: Η ΟΜΟΣΠΟΝΔΙΑ ΤΡΑΥΜΑΤΙΩΝ ΚΑΙ ΠΟΛΕΜΙΣΤΩΝ ΟΠΛΙΤΩΝ ΕΠΙΣΗΜΑΙΝΕΙ ΒΡΑΔΥΤΗΤΑ ΣΤΗΝ ΠΡΟΩΘΗΣΗ ΘΕΜΑΤΩΝ — [1218, 634, 1563, 687]
table-cell: 3.123 — [195, 324, 216, 334]
continuation-label: ΣΥΝΕΧΕΙΑ ΑΠ' ΤΗΝ 1Η ΣΕΛΙΔΑ — [598, 1302, 733, 1312]
fx-row — [223, 221, 413, 230]
gold-row — [223, 340, 413, 349]
article-body: ΑΘΗΝΑ, 14.— Συνέρχεται αύριο (σήμερα) στις 10.30 π.μ. στο γραφείο του κ. Ανδρ. Παπανδρέου η κοινοβουλευτική ομάδα του ΠΑ.ΣΟ.Κ., με θέμα την ανάλυση της πολιτικής κατάστασης και τη στάση του κόμματος στα θέματα που εκκρεμούν στη Βουλή. Θα συζητηθούν επίσης ζητήματα εσωτερικής οργάνωσης και το πρόγραμμα των περιοδειών των βουλευτών στην επαρχία. Το κόμμα ζητεί την άμεση συζήτηση των θεμάτων της οικονομίας και των εργασιακών σχέσεων. Σε ανακοίνωση που εκδόθηκε τονίζεται ότι η αξιωματική αντιπολίτευση θα συνεχίσει να ασκεί έλεγχο στην κυβέρνηση. — [421, 50, 591, 183]
lead-subheadline: Ή όμάδα έργασίας άνώτατης παιδείας πού μελετά σχετικά θέματα δέν έπεμβαίνει, ούτε είναι άρμόδια — [602, 198, 980, 271]
article-body: ΑΘΗΝΑ, 14.— Το θέμα της επανδρώσεως του Νεωρίου της Σύρου βρίσκεται πολύ κοντά στην οριστική αντιμετώπισή του, όπως δήλωσε ο υπουργός Βιομηχανίας. Οι διαπραγματεύσεις με τους ενδιαφερόμενους επενδυτές έχουν προχωρήσει σημαντικά και αναμένεται σύντομα η υπογραφή των σχετικών συμβάσεων. — [598, 1041, 859, 1089]
table-cell: Στοκχόλμη — [224, 212, 265, 221]
article-body: Σχετικά με το ίδιο θέμα ο υπουργός Δημοσίων Έργων ανακοίνωσε ότι η κυβέρνηση αποδίδει ιδιαίτερη σημασία στην επίλυση του κυκλοφοριακού της συμπρωτεύουσας. — [895, 1435, 1181, 1464]
table-cell — [182, 189, 217, 197]
fx-box — [223, 151, 413, 431]
article-headline: ΕΚΛΕΓΟΝΤΑΙ ΣΗΜΕΡΑ ΓΕΝΙΚΟΣ ΓΡΑΜΜΑΤΕΑΣ ΚΑΙ ΕΚΤΕΛΕΣΤΙΚΟ ΤΗΣ ΓΣΕΕ — [426, 617, 586, 654]
article-body: ΑΘΗΝΑ, 14.— Η Ομοσπονδία Τραυματιών και Πολεμιστών Οπλιτών με ανακοίνωσή της επισημαίνει τη βραδύτητα με την οποία προωθούνται τα θέματα που αφορούν τα μέλη της και ζητεί από την κυβέρνηση την άμεση ικανοποίηση των αιτημάτων τους, όπως η αύξηση των συντάξεων και η παροχή ιατροφαρμακευτικής περίθαλψης. — [1189, 688, 1387, 755]
table-cell: Φρανκφούρτη — [224, 230, 276, 240]
article-body: ΑΘΗΝΑ, 14.— Οι έκτακτοι αρχαιολόγοι του υπουργείου Πολιτισμού αποφάσισαν να κατέβουν σε εξάμηνη απεργία, διαμαρτυρόμενοι για την καθυστέρηση της μονιμοποίησής τους. Σε ανακοίνωσή τους υποστηρίζουν ότι η υπηρεσία τους έχει μεγάλες ελλείψεις προσωπικού και ότι η αβεβαιότητα για το μέλλον τους δημιουργεί προβλήματα στο ανασκαφικό έργο. — [995, 369, 1181, 446]
article-body: ΑΘΗΝΑ, 14.— Σε 4.904 πλοία ανέρχεται το σύνολο του ελληνόκτητου εμπορικού στόλου με ολική χωρητικότητα 49.623.735 κόρους, σύμφωνα με στοιχεία της Ένωσης Ελλήνων Εφοπλιστών. Από αυτά 3.874 πλοία φέρουν ελληνική σημαία και τα υπόλοιπα ξένες σημαίες. Κατά το εννεάμηνο Ιανουαρίου - Σεπτεμβρίου ναυτολογήθηκαν 68.803 άτομα, αριθμός αυξημένος σε σχέση με το αντίστοιχο διάστημα του προηγούμενου έτους. — [1189, 247, 1387, 332]
article-headline: ΡΥΘΜΙΖΟΝΤΑΙ ΤΑ ΘΕΜΑΤΑ ΕΓΚΑΤΑΣΤΑΣΕΩΣ ΣΤΗΝ ΕΛΛΑΔΑ ΓΡΑΦΕΙΩΝ Η ΚΑΤΑΣΤΗΜΑΤΩΝ ΝΑΥΤΙΛΙΑΚΩΝ ΕΤΑΙΡΕΙΩΝ — [78, 626, 401, 672]
banknote-row — [66, 297, 217, 306]
table-cell: Νέα Υόρκη — [67, 259, 107, 269]
article-body: Η επαναλειτουργία του ναυπηγείου θα δώσει απασχόληση σε εκατοντάδες εργαζομένους του νησιού και θα συμβάλει στην ανάπτυξη της τοπικής οικονομίας. Το κράτος θα παράσχει τις αναγκαίες διευκολύνσεις για την επιτυχία του εγχειρήματος. — [867, 1041, 987, 1127]
article-body: ΠΕΙΡΑΙΑΣ, 14.— Ο υπουργός Εμπορικής Ναυτιλίας κ. Ευ. Κεφαλογιάννης ανακοίνωσε ότι τίθεται υποχρεωτικά σε εφαρμογή η ασφάλιση των επιβατών των ακτοπλοϊκών πλοίων. Τα ασφάλιστρα θα περιλαμβάνονται στην τιμή του εισιτηρίου και η κάλυψη θα αφορά ατυχήματα κατά τη διάρκεια του ταξιδιού. Η ρύθμιση θα ισχύσει από την αρχή του νέου έτους. — [421, 397, 591, 483]
article-body: Στο 16ο χιλιόμετρο της παλαιάς εθνικής οδού Θεσσαλονίκης - Κιλκίς σημειώθηκε καραμπόλα πέντε αυτοκινήτων με αποτέλεσμα να τραυματισθούν ελαφρά τρία άτομα. Η κίνηση στον δρόμο διακόπηκε για περίπου μία ώρα. — [995, 565, 1181, 612]
article-body: που του ΟΤΕ και έχει ζητήσει τη λήψη μέτρων για την αντιμετώπιση του προβλήματος. Από τον οργανισμό τονίζεται ότι οι απεργοί δεν έχουν λάβει υπόψη τις δυσκολίες του προϋπολογισμού και ότι η διοίκηση είναι πρόθυμη σε διάλογο. — [598, 2030, 786, 2078]
article-headline: ΠΟΛΥ ΚΟΝΤΑ ΣΤΗΝ ΟΡΙΣΤΙΚΗ ΑΝΤΙΜΕΤΩΠΙΣΗ ΤΟΥ ΤΟ ΘΕΜΑ ΕΠΑΝΔΡΩΣΕΩΣ ΤΗΣ ΝΗΣΡΙΟΥ ΤΗΣ ΣΥΡΟΥ — [601, 987, 984, 1040]
article-headline: Η ΦΙΛΟΣΟΦΙΚΗ ΣΧΟΛΗ ΤΟΥ ΠΑΝΕΠΙΣΤΗΜΙΟΥ ΑΘΗΝΩΝ ΕΝΑΝΤΙΟΝ ΤΗΣ ΕΞΑΓΩΓΗΣ ΤΩΝ ΕΛΛΗΝΙΚΩΝ ΑΡΧΑΙΟΤΗΤΩΝ — [1202, 503, 1579, 557]
article-headline: 4.904 ΠΛΟΙΑ ΤΟ ΣΥΝΟΛΟ ΤΟΥ ΕΛΛΗΝΟΚΤΗΤΟΥ ΣΤΟΛΟΥ ΜΕ ΟΛΙΚΗ ΧΩΡΗΤΙΚΟΤΗΤΑ 49.623.735 ΚΟΡΟΥΣ ΕΝΩ ΣΕ ΕΝΝΕΑ ΜΗΝΕΣ ΝΑΥΤΟΛΟΓΗΘΗΚΑΝ 68.803 ΑΤΟΜΑ — [1192, 176, 1589, 245]
article-headline: ΣΥΝΕΡΧΕΤΑΙ ΤΟ ΠΡΩΙ Η ΚΟΙΝΟΒΟΥΛΕΥΤΙΚΗ ΟΜΑΔΑ ΤΟΥ ΠΑ.ΣΟ.Κ. ΥΠΟ ΤΟΝ κ. ΠΑΠΑΝΔΡΕΟΥ — [425, 0, 587, 49]
table-cell: Βρυξέλλες — [224, 249, 264, 258]
banknotes-note: ΑΓΟΡΑ ΠΩΛ. — [169, 250, 217, 259]
edge-fragment: ΗΘΕΙ — [0, 215, 28, 226]
fx-row — [223, 249, 413, 258]
article-body: ΛΑΡΙΣΑ, 14.— Στο 16ο χιλιόμετρο της εθνικής οδού Λαρίσης - Αθηνών συγκρούστηκαν δύο επιβατικά αυτοκίνητα με αποτέλεσμα να σκοτωθεί ο οδηγός του ενός και να τραυματιστούν σοβαρά δύο επιβάτες. — [1395, 411, 1592, 449]
banknote-row — [66, 287, 217, 296]
article-body: ΑΘΗΝΑ, 14.— Είκοσι προσφυγές έχουν υποβληθεί στο Συμβούλιο της Επικρατείας κατά του κύρους των φετινών εισαγωγικών εξετάσεων στις ανώτατες σχολές. — [421, 790, 591, 829]
article-body: Η Τροχαία Θεσσαλονίκης ανακοίνωσε ότι το τελευταίο δεκαήμερο βεβαιώθηκαν 1.198 παραβάσεις του Κώδικα Οδικής Κυκλοφορίας, ενώ αφαιρέθηκαν 72 άδειες οδήγησης και 40 πινακίδες κυκλοφορίας αυτοκινήτων. Οι περισσότερες παραβάσεις αφορούν την υπερβολική ταχύτητα και την παράνομη στάθμευση. — [995, 482, 1181, 549]
column-economy — [66, 0, 413, 2301]
table-cell: 15.591 — [386, 221, 412, 231]
table-cell: ΔΙΕΘΝΩΝ ΕΠΕΝΔΥΣΕΩΝ — [67, 188, 155, 197]
table-cell: 320,87 — [191, 197, 216, 206]
table-cell: Κοπεγχάγη — [224, 267, 265, 277]
